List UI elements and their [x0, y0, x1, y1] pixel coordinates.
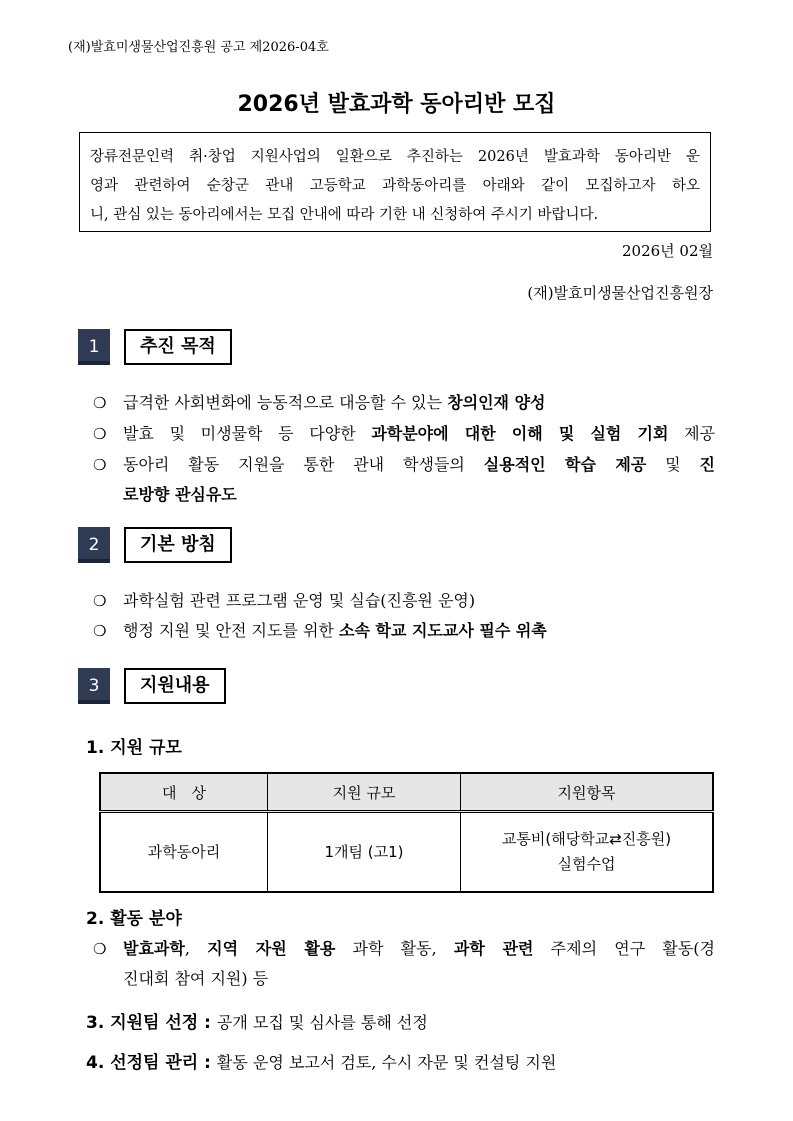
support-item: 실험수업: [557, 855, 616, 873]
subsection-heading: [86, 1048, 556, 1073]
bullet-emphasis: 발효과학: [123, 939, 185, 958]
intro-line: 영과 관련하여 순창군 관내 고등학교 과학동아리를 아래와 같이 모집하고자 하오: [90, 178, 700, 194]
issuer: (재)발효미생물산업진흥원장: [527, 284, 713, 302]
subsection-text: 활동 운영 보고서 검토, 수시 자문 및 컨설팅 지원: [216, 1053, 557, 1072]
separator: :: [198, 1013, 217, 1033]
subsection-heading: [86, 733, 182, 758]
bullet-icon: ❍: [93, 456, 107, 474]
bullet-text: 발효 및 미생물학 등 다양한: [123, 424, 372, 443]
list-item: [93, 620, 715, 642]
bullet-text: 제공: [668, 424, 715, 443]
list-item: [93, 392, 715, 414]
bullet-emphasis: 과학분야에 대한 이해 및 실험 기회: [371, 424, 669, 443]
subsection-text: 공개 모집 및 심사를 통해 선정: [216, 1013, 428, 1032]
bullet-text: 동아리 활동 지원을 통한 관내 학생들의: [123, 455, 484, 474]
bullet-icon: ❍: [93, 622, 107, 640]
bullet-text: ,: [184, 939, 208, 958]
list-item: [93, 454, 715, 506]
table-header-row: [100, 773, 713, 812]
bullet-emphasis: 진: [699, 455, 715, 474]
issue-date: 2026년 02월: [621, 242, 713, 260]
bullet-text: 및: [646, 455, 700, 474]
document-title: 2026년 발효과학 동아리반 모집: [237, 92, 556, 117]
column-header: 지원항목: [461, 773, 714, 812]
section-number: 2: [78, 527, 110, 563]
list-item: [93, 938, 715, 990]
table-row: [100, 812, 713, 893]
bullet-text: 행정 지원 및 안전 지도를 위한: [123, 621, 339, 640]
section-title: 추진 목적: [124, 329, 232, 365]
subsection-heading: [86, 904, 182, 929]
bullet-emphasis: 창의인재 양성: [447, 393, 546, 412]
bullet-emphasis: 소속 학교 지도교사 필수 위촉: [339, 621, 547, 640]
subsection-heading: [86, 1008, 428, 1033]
list-item: [93, 423, 715, 445]
intro-line: 니, 관심 있는 동아리에서는 모집 안내에 따라 기한 내 신청하여 주시기 바랍니다.: [90, 207, 599, 223]
bullet-emphasis: 지역 자원 활용: [207, 939, 336, 958]
bullet-icon: ❍: [93, 940, 107, 958]
support-table: [99, 772, 714, 893]
column-header: 지원 규모: [268, 773, 461, 812]
bullet-text: 급격한 사회변화에 능동적으로 대응할 수 있는: [123, 393, 448, 412]
bullet-icon: ❍: [93, 394, 107, 412]
table-cell: 1개팀 (고1): [268, 812, 461, 893]
subsection-title: 2. 활동 분야: [86, 909, 182, 929]
bullet-emphasis: 과학 관련: [453, 939, 534, 958]
subsection-title: 3. 지원팀 선정: [86, 1013, 199, 1033]
bullet-icon: ❍: [93, 425, 107, 443]
section-number: 3: [78, 668, 110, 704]
table-cell: 과학동아리: [100, 812, 268, 893]
bullet-text: 과학 활동,: [335, 939, 454, 958]
section-number: 1: [78, 329, 110, 365]
table-cell: [461, 812, 714, 893]
bullet-text: 과학실험 관련 프로그램 운영 및 실습(진흥원 운영): [123, 591, 476, 610]
bullet-icon: ❍: [93, 592, 107, 610]
subsection-title: 1. 지원 규모: [86, 738, 182, 758]
section-title: 기본 방침: [124, 527, 232, 563]
bullet-emphasis: 실용적인 학습 제공: [483, 455, 647, 474]
bullet-text: 주제의 연구 활동(경: [533, 939, 715, 958]
column-header: 대 상: [100, 773, 268, 812]
notice-number: (재)발효미생물산업진흥원 공고 제2026-04호: [68, 40, 329, 55]
intro-line: 장류전문인력 취·창업 지원사업의 일환으로 추진하는 2026년 발효과학 동아리반 운: [90, 149, 700, 165]
bullet-continuation: 로방향 관심유도: [123, 485, 237, 504]
subsection-title: 4. 선정팀 관리: [86, 1053, 199, 1073]
support-item: 교통비(해당학교⇄진흥원): [501, 830, 672, 848]
bullet-continuation: 진대회 참여 지원) 등: [123, 969, 269, 988]
list-item: [93, 590, 715, 612]
separator: :: [198, 1053, 217, 1073]
section-title: 지원내용: [124, 668, 226, 704]
intro-box: [79, 132, 711, 232]
